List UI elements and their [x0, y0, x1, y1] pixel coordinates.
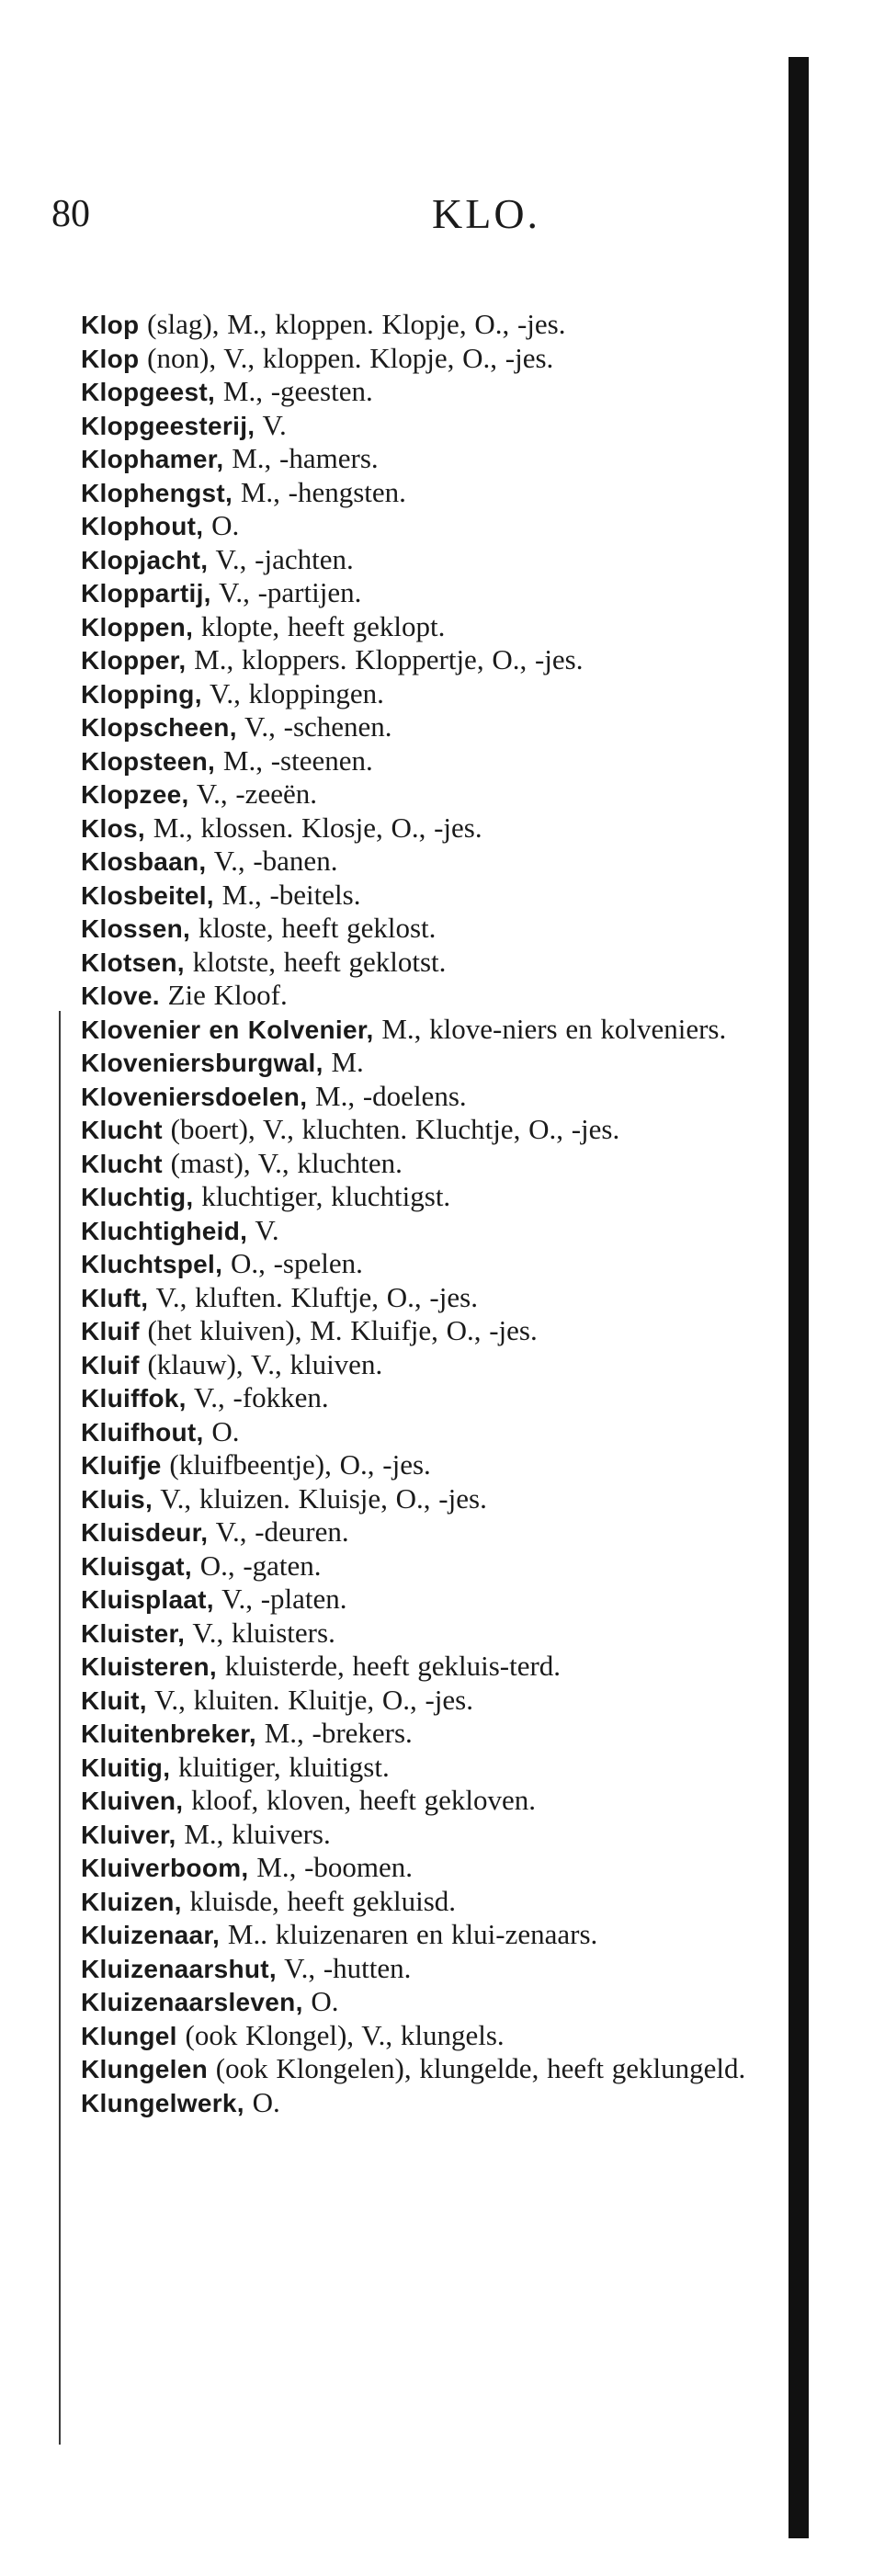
- entry-definition: V., -partijen.: [210, 576, 362, 608]
- dictionary-entry: [81, 2052, 770, 2086]
- dictionary-entry: [81, 1952, 770, 1986]
- entry-headword: Klophengst,: [81, 478, 233, 507]
- entry-definition: O., -spelen.: [222, 1247, 363, 1279]
- entry-headword: Kloveniersburgwal,: [81, 1049, 323, 1077]
- entry-headword: Kluizenaar,: [81, 1921, 221, 1949]
- dictionary-entry: [81, 744, 770, 778]
- dictionary-entries: [81, 308, 770, 2119]
- entry-definition: M., -hengsten.: [233, 475, 406, 508]
- entry-definition: V., kluiten. Kluitje, O., -jes.: [146, 1683, 473, 1716]
- entry-headword: Klungel: [81, 2021, 177, 2050]
- dictionary-entry: [81, 845, 770, 879]
- entry-definition: (het kluiven), M. Kluifje, O., -jes.: [139, 1314, 538, 1346]
- dictionary-entry: [81, 1180, 770, 1214]
- entry-definition: kluisde, heeft gekluisd.: [181, 1884, 457, 1917]
- dictionary-entry: [81, 1549, 770, 1583]
- entry-headword: Kluchtspel,: [81, 1250, 223, 1278]
- entry-headword: Kluizen,: [81, 1887, 182, 1916]
- entry-headword: Kluisdeur,: [81, 1518, 209, 1547]
- entry-definition: V., -banen.: [206, 845, 338, 877]
- entry-headword: Klopzee,: [81, 780, 189, 809]
- dictionary-entry: [81, 1985, 770, 2019]
- entry-definition: M., -hamers.: [223, 442, 379, 474]
- left-margin-rule: [59, 1011, 61, 2445]
- entry-headword: Klosbaan,: [81, 847, 207, 876]
- entry-headword: Kluif: [81, 1317, 140, 1345]
- entry-definition: M., kluivers.: [176, 1817, 331, 1850]
- dictionary-entry: [81, 2019, 770, 2053]
- entry-headword: Klop: [81, 344, 140, 373]
- entry-headword: Kloppen,: [81, 612, 194, 641]
- entry-definition: O.: [203, 1414, 240, 1447]
- entry-headword: Klungelen: [81, 2055, 209, 2083]
- entry-headword: Klovenier en Kolvenier,: [81, 1015, 374, 1044]
- dictionary-entry: [81, 879, 770, 913]
- entry-definition: M., -boomen.: [248, 1851, 414, 1883]
- dictionary-entry: [81, 1684, 770, 1718]
- dictionary-entry: [81, 342, 770, 376]
- entry-definition: klopte, heeft geklopt.: [193, 609, 446, 642]
- entry-definition: V., -platen.: [213, 1583, 347, 1615]
- entry-headword: Kluister,: [81, 1618, 186, 1648]
- dictionary-entry: [81, 543, 770, 577]
- dictionary-entry: [81, 1851, 770, 1885]
- entry-definition: V.: [247, 1213, 279, 1246]
- entry-headword: Klucht: [81, 1116, 163, 1144]
- entry-definition: V., kloppingen.: [201, 676, 384, 709]
- entry-headword: Kluis,: [81, 1484, 153, 1514]
- dictionary-entry: [81, 1046, 770, 1080]
- dictionary-entry: [81, 1717, 770, 1751]
- entry-headword: Klopping,: [81, 679, 202, 709]
- dictionary-entry: [81, 777, 770, 811]
- entry-definition: M.: [323, 1046, 364, 1078]
- entry-headword: Klopjacht,: [81, 545, 209, 574]
- entry-headword: Klopper,: [81, 646, 187, 675]
- entry-headword: Kloveniersdoelen,: [81, 1082, 308, 1111]
- dictionary-entry: [81, 1113, 770, 1147]
- page-number: 80: [51, 193, 90, 235]
- dictionary-entry: [81, 1147, 770, 1181]
- entry-headword: Kluchtig,: [81, 1183, 194, 1211]
- dictionary-entry: [81, 643, 770, 677]
- dictionary-entry: [81, 1751, 770, 1785]
- entry-definition: M., kloppers. Kloppertje, O., -jes.: [186, 643, 584, 675]
- dictionary-entry: [81, 1583, 770, 1617]
- entry-headword: Kloppartij,: [81, 579, 211, 607]
- dictionary-entry: [81, 375, 770, 409]
- dictionary-entry: [81, 610, 770, 644]
- dictionary-entry: [81, 710, 770, 744]
- entry-headword: Klopscheen,: [81, 713, 237, 742]
- entry-definition: (slag), M., kloppen. Klopje, O., -jes.: [139, 308, 566, 340]
- entry-definition: M.. kluizenaren en klui-zenaars.: [220, 1918, 598, 1950]
- entry-headword: Klopgeesterij,: [81, 411, 255, 440]
- entry-definition: O.: [203, 509, 240, 541]
- dictionary-entry: [81, 1885, 770, 1919]
- dictionary-entry: [81, 1080, 770, 1114]
- entry-headword: Kluisteren,: [81, 1652, 218, 1681]
- dictionary-entry: [81, 1482, 770, 1516]
- entry-definition: klotste, heeft geklotst.: [184, 945, 447, 978]
- entry-definition: M., klove-niers en kolveniers.: [373, 1012, 727, 1045]
- entry-definition: Zie Kloof.: [159, 979, 288, 1011]
- dictionary-entry: [81, 979, 770, 1013]
- entry-definition: M., -brekers.: [255, 1717, 413, 1749]
- dictionary-entry: [81, 1314, 770, 1348]
- entry-headword: Kluisgat,: [81, 1551, 192, 1581]
- entry-definition: kluchtiger, kluchtigst.: [193, 1180, 451, 1212]
- entry-headword: Kluiverboom,: [81, 1854, 249, 1882]
- entry-definition: V., -deuren.: [208, 1515, 349, 1548]
- dictionary-entry: [81, 1247, 770, 1281]
- dictionary-entry: [81, 1214, 770, 1248]
- entry-definition: V., -schenen.: [236, 710, 392, 743]
- margin-bar: [789, 57, 809, 2538]
- entry-headword: Kluiver,: [81, 1820, 176, 1849]
- entry-definition: V., kluften. Kluftje, O., -jes.: [148, 1280, 478, 1313]
- entry-definition: (mast), V., kluchten.: [162, 1146, 403, 1179]
- entry-headword: Kluifje: [81, 1451, 162, 1480]
- entry-headword: Klopsteen,: [81, 746, 216, 776]
- dictionary-entry: [81, 1381, 770, 1415]
- entry-headword: Kluifhout,: [81, 1417, 204, 1447]
- entry-definition: V., -zeeën.: [188, 777, 317, 810]
- entry-definition: (non), V., kloppen. Klopje, O., -jes.: [139, 341, 554, 374]
- entry-headword: Klos,: [81, 813, 145, 843]
- entry-definition: V., -fokken.: [186, 1381, 329, 1413]
- dictionary-entry: [81, 1448, 770, 1482]
- entry-definition: M., -steenen.: [215, 743, 373, 777]
- entry-headword: Klosbeitel,: [81, 880, 214, 910]
- dictionary-entry: [81, 1918, 770, 1952]
- entry-headword: Kluizenaarshut,: [81, 1954, 277, 1983]
- entry-headword: Kluchtigheid,: [81, 1216, 248, 1245]
- entry-definition: (kluifbeentje), O., -jes.: [161, 1448, 431, 1481]
- entry-definition: M., -beitels.: [213, 878, 361, 911]
- dictionary-entry: [81, 1415, 770, 1449]
- dictionary-entry: [81, 308, 770, 342]
- entry-headword: Klop: [81, 311, 140, 339]
- entry-definition: O.: [244, 2085, 280, 2118]
- entry-headword: Kluitig,: [81, 1753, 171, 1782]
- entry-definition: V., -hutten.: [276, 1951, 412, 1984]
- entry-headword: Klophout,: [81, 512, 204, 540]
- entry-headword: Klotsen,: [81, 948, 185, 977]
- dictionary-entry: [81, 476, 770, 510]
- entry-definition: (ook Klongel), V., klungels.: [176, 2018, 505, 2051]
- entry-definition: (boert), V., kluchten. Kluchtje, O., -jes.: [162, 1113, 620, 1145]
- entry-definition: (ook Klongelen), klungelde, heeft geklungeld.: [208, 2052, 746, 2084]
- entry-definition: V., kluisters.: [185, 1616, 335, 1649]
- entry-definition: M., -doelens.: [307, 1079, 467, 1112]
- dictionary-entry: [81, 912, 770, 946]
- entry-headword: Klopgeest,: [81, 378, 216, 406]
- entry-headword: Kluisplaat,: [81, 1585, 214, 1614]
- dictionary-entry: [81, 576, 770, 610]
- dictionary-entry: [81, 1617, 770, 1651]
- entry-headword: Kluif: [81, 1350, 140, 1379]
- dictionary-entry: [81, 677, 770, 711]
- dictionary-entry: [81, 409, 770, 443]
- entry-headword: Klucht: [81, 1149, 163, 1178]
- entry-definition: O., -gaten.: [191, 1549, 322, 1582]
- entry-headword: Kluitenbreker,: [81, 1719, 256, 1748]
- entry-definition: O.: [302, 1985, 339, 2017]
- entry-definition: kloste, heeft geklost.: [190, 912, 437, 944]
- entry-headword: Kluft,: [81, 1283, 149, 1312]
- entry-definition: V.: [255, 408, 287, 441]
- dictionary-entry: [81, 946, 770, 980]
- entry-definition: kloof, kloven, heeft gekloven.: [183, 1784, 536, 1816]
- dictionary-entry: [81, 811, 770, 845]
- dictionary-entry: [81, 1013, 770, 1047]
- dictionary-entry: [81, 509, 770, 543]
- entry-definition: M., -geesten.: [215, 375, 373, 407]
- entry-headword: Kluit,: [81, 1685, 147, 1715]
- entry-definition: V., kluizen. Kluisje, O., -jes.: [153, 1481, 487, 1515]
- entry-headword: Kluiffok,: [81, 1384, 187, 1413]
- entry-headword: Klove.: [81, 982, 160, 1010]
- running-head: KLO.: [432, 190, 541, 237]
- dictionary-entry: [81, 1515, 770, 1549]
- dictionary-entry: [81, 1818, 770, 1852]
- dictionary-entry: [81, 1348, 770, 1382]
- entry-headword: Kluiven,: [81, 1787, 184, 1815]
- dictionary-entry: [81, 1784, 770, 1818]
- dictionary-entry: [81, 442, 770, 476]
- entry-definition: (klauw), V., kluiven.: [139, 1347, 383, 1380]
- entry-headword: Kluizenaarsleven,: [81, 1988, 303, 2016]
- entry-definition: V., -jachten.: [208, 542, 354, 575]
- entry-headword: Klossen,: [81, 914, 191, 943]
- entry-definition: kluisterde, heeft gekluis-terd.: [217, 1650, 562, 1682]
- entry-definition: kluitiger, kluitigst.: [170, 1750, 390, 1783]
- dictionary-entry: [81, 1650, 770, 1684]
- dictionary-entry: [81, 2086, 770, 2120]
- dictionary-entry: [81, 1281, 770, 1315]
- entry-definition: M., klossen. Klosje, O., -jes.: [144, 811, 482, 844]
- entry-headword: Klungelwerk,: [81, 2088, 244, 2117]
- entry-headword: Klophamer,: [81, 445, 224, 473]
